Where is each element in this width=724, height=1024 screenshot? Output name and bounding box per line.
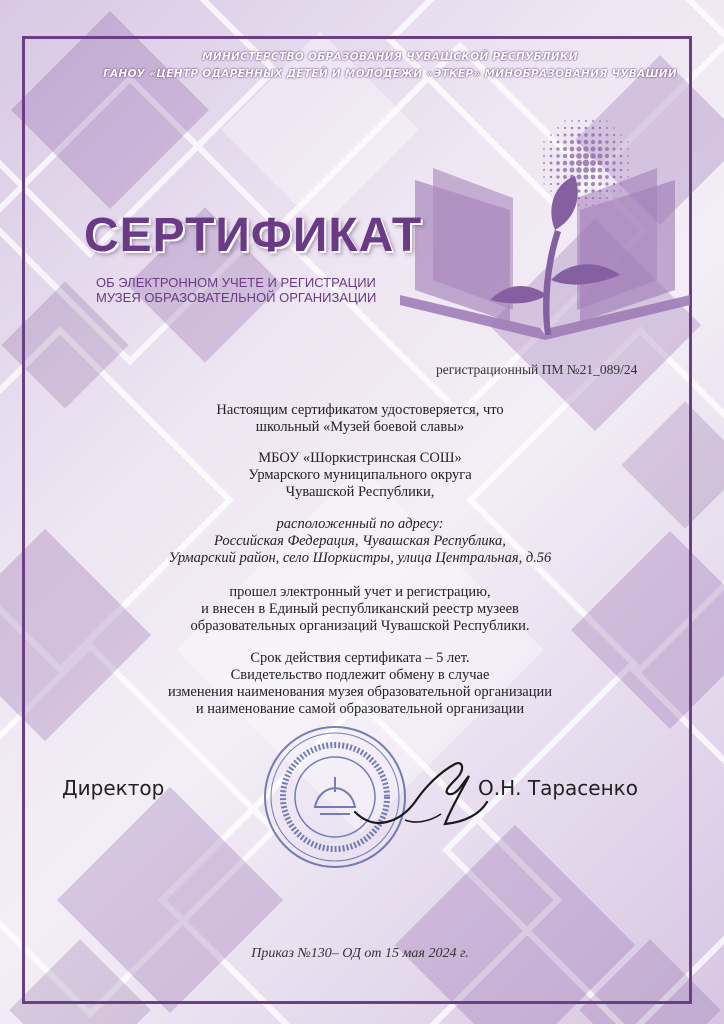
order-reference: Приказ №130– ОД от 15 мая 2024 г. [251, 946, 469, 961]
registration-line3: образовательных организаций Чувашской Республики. [190, 618, 530, 634]
certificate-subtitle-line1: ОБ ЭЛЕКТРОННОМ УЧЕТЕ И РЕГИСТРАЦИИ [96, 275, 376, 290]
address-line2: Урмарский район, село Шоркистры, улица Центральная, д.56 [168, 550, 552, 566]
statement-line: Настоящим сертификатом удостоверяется, что [216, 402, 504, 418]
school-block [100, 450, 620, 501]
validity-line3: изменения наименования музея образовательной организации [167, 684, 553, 700]
certificate-title: СЕРТИФИКАТ [84, 209, 423, 262]
school-republic: Чувашской Республики, [285, 484, 435, 500]
address-label: расположенный по адресу: [276, 516, 444, 532]
validity-line2: Свидетельство подлежит обмену в случае [230, 667, 490, 683]
signatory-name: О.Н. Тарасенко [478, 776, 638, 800]
validity-line4: и наименование самой образовательной организации [195, 701, 525, 717]
museum-name: школьный «Музей боевой славы» [255, 419, 465, 435]
signatory-role: Директор [62, 776, 165, 800]
registration-statement [100, 584, 620, 635]
registration-line1: прошел электронный учет и регистрацию, [229, 584, 491, 600]
address-block [100, 516, 620, 567]
certificate-subtitle-line2: МУЗЕЯ ОБРАЗОВАТЕЛЬНОЙ ОРГАНИЗАЦИИ [96, 290, 377, 305]
validity-line1: Срок действия сертификата – 5 лет. [250, 650, 470, 666]
validity-block [100, 650, 620, 718]
statement-block [100, 402, 620, 436]
school-district: Урмарского муниципального округа [248, 467, 472, 483]
registration-number: регистрационный ПМ №21_089/24 [436, 362, 638, 377]
ministry-name: МИНИСТЕРСТВО ОБРАЗОВАНИЯ ЧУВАШСКОЙ РЕСПУБЛИКИ [202, 51, 578, 63]
book-flower-emblem-icon [395, 110, 695, 340]
school-name: МБОУ «Шоркистринская СОШ» [258, 450, 462, 466]
registration-line2: и внесен в Единый республиканский реестр музеев [201, 601, 519, 617]
address-line1: Российская Федерация, Чувашская Республика, [214, 533, 506, 549]
handwritten-signature-icon [345, 752, 495, 842]
organization-name: ГАНОУ «ЦЕНТР ОДАРЕННЫХ ДЕТЕЙ И МОЛОДЕЖИ «ЭТКЕР» МИНОБРАЗОВАНИЯ ЧУВАШИИ [103, 68, 677, 80]
